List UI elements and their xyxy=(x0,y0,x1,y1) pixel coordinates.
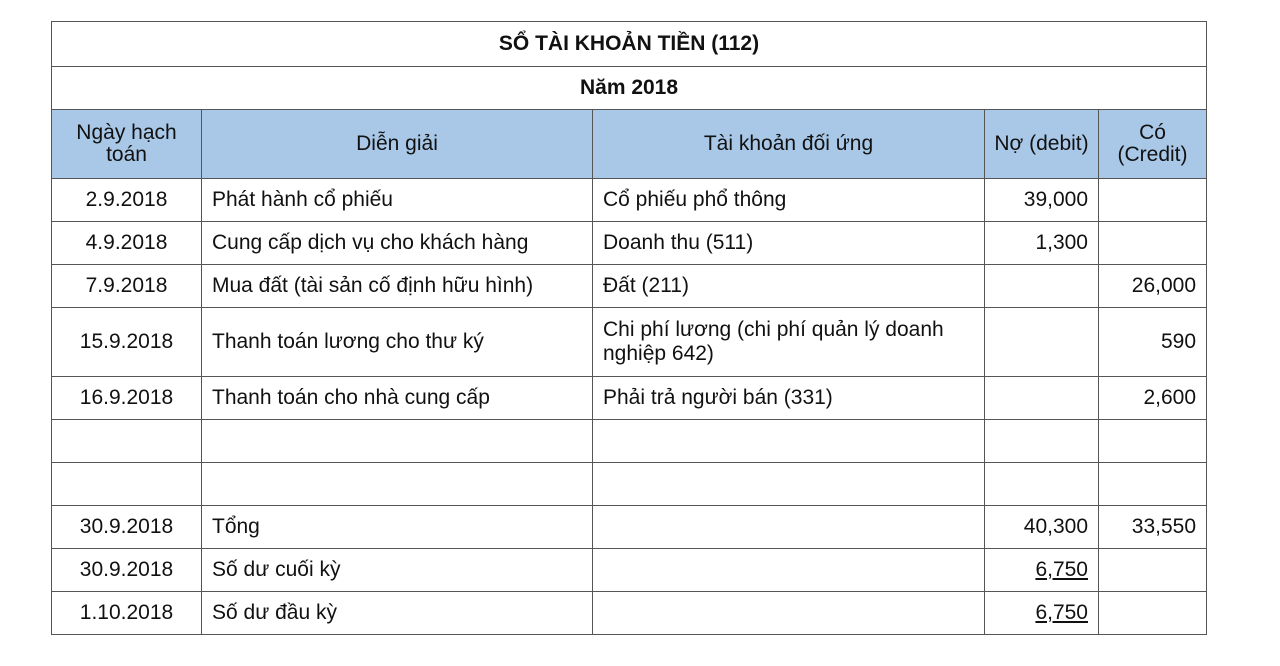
cell-account: Cổ phiếu phổ thông xyxy=(593,179,985,222)
table-row xyxy=(52,265,1207,308)
cell-description xyxy=(202,420,593,463)
cell-debit xyxy=(985,265,1099,308)
cell-debit: 39,000 xyxy=(985,179,1099,222)
cell-date: 15.9.2018 xyxy=(52,308,202,377)
table-row xyxy=(52,179,1207,222)
cell-credit: 2,600 xyxy=(1099,377,1207,420)
table-row-empty xyxy=(52,420,1207,463)
total-row xyxy=(52,506,1207,549)
header-account: Tài khoản đối ứng xyxy=(593,110,985,179)
cell-date: 4.9.2018 xyxy=(52,222,202,265)
cell-credit: 33,550 xyxy=(1099,506,1207,549)
cell-credit xyxy=(1099,420,1207,463)
cell-debit xyxy=(985,420,1099,463)
cell-date: 1.10.2018 xyxy=(52,592,202,635)
ledger-year: Năm 2018 xyxy=(52,67,1207,110)
cell-date xyxy=(52,420,202,463)
cell-description: Thanh toán lương cho thư ký xyxy=(202,308,593,377)
cell-account: Chi phí lương (chi phí quản lý doanh nghiệp 642) xyxy=(593,308,985,377)
table-row xyxy=(52,222,1207,265)
cell-account: Doanh thu (511) xyxy=(593,222,985,265)
cell-credit: 590 xyxy=(1099,308,1207,377)
cell-description: Tổng xyxy=(202,506,593,549)
cell-debit: 40,300 xyxy=(985,506,1099,549)
cell-description: Số dư đầu kỳ xyxy=(202,592,593,635)
cell-date: 2.9.2018 xyxy=(52,179,202,222)
cell-description: Phát hành cổ phiếu xyxy=(202,179,593,222)
header-debit: Nợ (debit) xyxy=(985,110,1099,179)
cell-credit: 26,000 xyxy=(1099,265,1207,308)
cell-credit xyxy=(1099,592,1207,635)
cell-debit: 6,750 xyxy=(985,549,1099,592)
cell-credit xyxy=(1099,222,1207,265)
cell-date: 30.9.2018 xyxy=(52,549,202,592)
cell-account xyxy=(593,506,985,549)
opening-balance-row xyxy=(52,592,1207,635)
cell-account: Đất (211) xyxy=(593,265,985,308)
cell-description: Thanh toán cho nhà cung cấp xyxy=(202,377,593,420)
cell-debit xyxy=(985,308,1099,377)
cell-description xyxy=(202,463,593,506)
cell-credit xyxy=(1099,549,1207,592)
header-credit: Có (Credit) xyxy=(1099,110,1207,179)
cell-credit xyxy=(1099,463,1207,506)
table-row-empty xyxy=(52,463,1207,506)
cash-ledger-table xyxy=(51,21,1207,635)
cell-debit xyxy=(985,463,1099,506)
cell-debit xyxy=(985,377,1099,420)
closing-balance-row xyxy=(52,549,1207,592)
cell-date: 16.9.2018 xyxy=(52,377,202,420)
cell-credit xyxy=(1099,179,1207,222)
cell-description: Cung cấp dịch vụ cho khách hàng xyxy=(202,222,593,265)
cell-account xyxy=(593,549,985,592)
table-row xyxy=(52,377,1207,420)
cell-description: Mua đất (tài sản cố định hữu hình) xyxy=(202,265,593,308)
cell-date: 30.9.2018 xyxy=(52,506,202,549)
cell-account xyxy=(593,420,985,463)
table-row xyxy=(52,308,1207,377)
cell-date xyxy=(52,463,202,506)
cell-debit: 6,750 xyxy=(985,592,1099,635)
cell-date: 7.9.2018 xyxy=(52,265,202,308)
header-date: Ngày hạch toán xyxy=(52,110,202,179)
header-description: Diễn giải xyxy=(202,110,593,179)
cell-description: Số dư cuối kỳ xyxy=(202,549,593,592)
cell-debit: 1,300 xyxy=(985,222,1099,265)
cell-account: Phải trả người bán (331) xyxy=(593,377,985,420)
ledger-title: SỔ TÀI KHOẢN TIỀN (112) xyxy=(52,22,1207,67)
cell-account xyxy=(593,463,985,506)
cell-account xyxy=(593,592,985,635)
